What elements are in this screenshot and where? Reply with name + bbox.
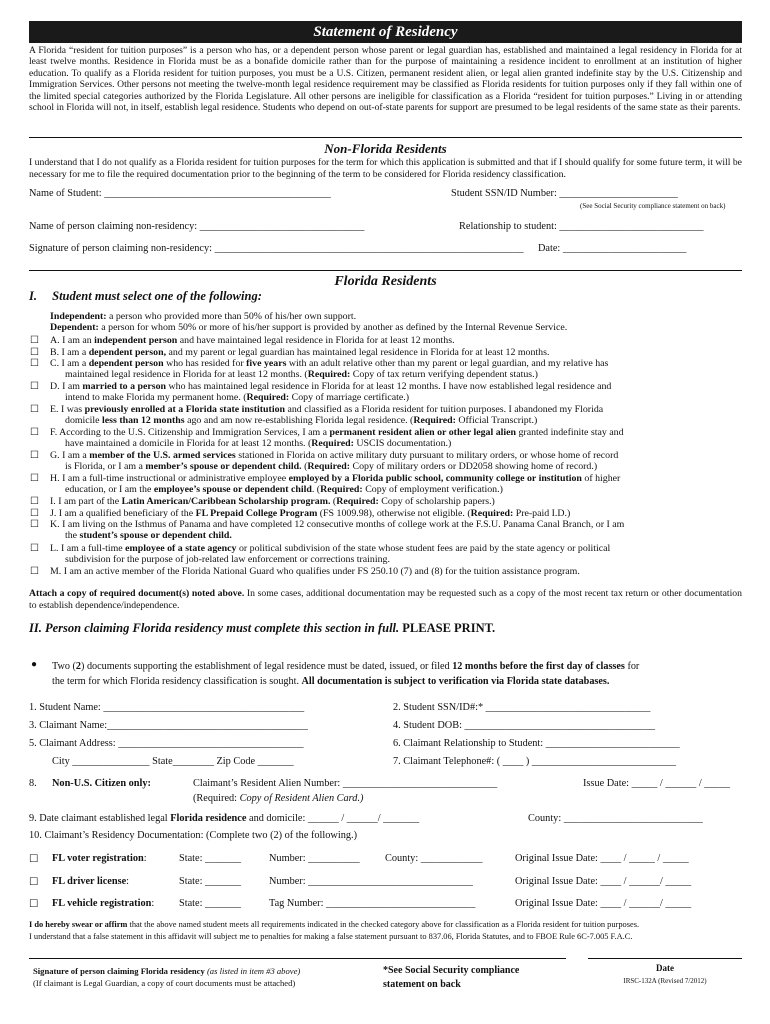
- checkbox-icon[interactable]: ☐: [29, 899, 39, 910]
- checkbox-icon[interactable]: ☐: [30, 566, 39, 577]
- student-ssn-item[interactable]: 2. Student SSN/ID#:* ________________________________: [393, 702, 651, 713]
- doc-state-field[interactable]: State: _______: [179, 853, 242, 864]
- option-text: H. I am a full-time instructional or administrative employee employed by a Florida public school, community college or institution of higher education, or I am the employee’s spouse or dependent child. (Required: Copy of employment verification.): [50, 473, 621, 496]
- resident-alien-number-field[interactable]: Claimant’s Resident Alien Number: ______________________________: [193, 778, 498, 789]
- alien-card-requirement: (Required: Copy of Resident Alien Card.): [193, 793, 364, 804]
- option-text: L. I am a full-time employee of a state agency or political subdivision of the state whose student fees are paid by the state agency or political subdivision for the purpose of job-related law enforcement or corrections training.: [50, 543, 611, 566]
- student-ssn-field[interactable]: Student SSN/ID Number: _______________________: [451, 188, 678, 199]
- relationship-field[interactable]: Relationship to student: ____________________________: [459, 221, 704, 232]
- county-field[interactable]: County: ___________________________: [528, 813, 703, 824]
- signature-label: Signature of person claiming Florida residency (as listed in item #3 above) (If claimant is Legal Guardian, a copy of court documents must be attached): [33, 966, 301, 988]
- option-text: D. I am married to a person who has maintained legal residence in Florida for at least 12 months. I have now established legal residence and intend to make Florida my permanent home. (Required: Copy of marriage certificate.): [50, 381, 612, 404]
- signature-line[interactable]: [29, 958, 566, 959]
- date-label: Date: [656, 963, 674, 973]
- ssn-compliance-note: *See Social Security compliance statement on back: [383, 965, 520, 990]
- doc-label: FL driver license:: [52, 876, 130, 887]
- doc-state-field[interactable]: State: _______: [179, 876, 242, 887]
- ssn-note: (See Social Security compliance statement on back): [580, 202, 726, 210]
- page-title: Statement of Residency: [29, 21, 742, 43]
- doc-county-field[interactable]: County: ____________: [385, 853, 483, 864]
- option-text: M. I am an active member of the Florida National Guard who qualifies under FS 250.10 (7) and (8) for the tuition assistance program.: [50, 566, 580, 577]
- doc-issue-date-field[interactable]: Original Issue Date: ____ / ______/ _____: [515, 898, 692, 909]
- option-text: E. I was previously enrolled at a Florida state institution and classified as a Florida resident for tuition purposes. I abandoned my Florida domicile less than 12 months ago and am now re-establishing Florida legal residence. (Required: Official Transcript.): [50, 404, 604, 427]
- option-text: J. I am a qualified beneficiary of the FL Prepaid College Program (FS 1009.98), otherwise not eligible. (Required: Pre-paid I.D.): [50, 508, 571, 519]
- checkbox-icon[interactable]: ☐: [30, 347, 39, 358]
- divider: [29, 137, 742, 138]
- non-florida-statement: I understand that I do not qualify as a Florida resident for tuition purposes for the term for which this application is submitted and that if I should qualify for some future term, it will be necessary for me to file the required documentation prior to the beginning of the term to be considered for Florida residency classification.: [29, 157, 742, 181]
- divider: [29, 270, 742, 271]
- checkbox-icon[interactable]: ☐: [29, 877, 39, 888]
- option-text: I. I am part of the Latin American/Caribbean Scholarship program. (Required: Copy of scholarship papers.): [50, 496, 495, 507]
- claimant-telephone-item[interactable]: 7. Claimant Telephone#: ( ____ ) ____________________________: [393, 756, 677, 767]
- doc-number-field[interactable]: Tag Number: _____________________________: [269, 898, 476, 909]
- student-name-field[interactable]: Name of Student: ____________________________________________: [29, 188, 331, 199]
- checkbox-icon[interactable]: ☐: [29, 854, 39, 865]
- bullet-icon: ●: [31, 659, 38, 670]
- checkbox-icon[interactable]: ☐: [30, 381, 39, 392]
- claiming-name-field[interactable]: Name of person claiming non-residency: ________________________________: [29, 221, 365, 232]
- option-text: C. I am a dependent person who has resided for five years with an adult relative other than my parent or legal guardian, and my relative has maintained legal residence in Florida for at least 12 months. (Required: Copy of tax return verifying dependent status.): [50, 358, 609, 381]
- option-text: K. I am living on the Isthmus of Panama and have completed 12 consecutive months of college work at the F.S.U. Panama Canal Branch, or I am the student’s spouse or dependent child.: [50, 519, 625, 542]
- option-text: G. I am a member of the U.S. armed services stationed in Florida on active military duty pursuant to military orders, or whose home of record is Florida, or I am a member’s spouse or dependent child. (Required: Copy of military orders or DD2058 showing home of record.): [50, 450, 619, 473]
- affirmation: I do hereby swear or affirm that the above named student meets all requirements indicated in the checked category above for classification as a Florida resident for tuition purposes. I understand that a false statement in this affidavit will subject me to penalties for making a false statement pursuant to 837.06, Florida Statutes, and to FBOE Rule 6C-7.005 F.A.C.: [29, 920, 640, 941]
- non-florida-title: Non-Florida Residents: [324, 141, 447, 156]
- signature-non-residency-field[interactable]: Signature of person claiming non-residency: ____________________________________________________________: [29, 243, 524, 254]
- checkbox-icon[interactable]: ☐: [30, 450, 39, 461]
- section-2-heading: II. Person claiming Florida residency must complete this section in full. PLEASE PRINT.: [29, 621, 496, 635]
- checkbox-icon[interactable]: ☐: [30, 335, 39, 346]
- florida-title: Florida Residents: [334, 274, 437, 289]
- non-us-citizen-label: Non-U.S. Citizen only:: [52, 778, 151, 789]
- florida-residence-date-item[interactable]: 9. Date claimant established legal Florida residence and domicile: ______ / ______/ _______: [29, 813, 420, 824]
- claimant-name-item[interactable]: 3. Claimant Name:_______________________________________: [29, 720, 308, 731]
- doc-state-field[interactable]: State: _______: [179, 898, 242, 909]
- checkbox-icon[interactable]: ☐: [30, 404, 39, 415]
- checkbox-icon[interactable]: ☐: [30, 519, 39, 530]
- alien-issue-date-field[interactable]: Issue Date: _____ / ______ / _____: [583, 778, 731, 789]
- option-text: A. I am an independent person and have maintained legal residence in Florida for at least 12 months.: [50, 335, 455, 346]
- doc-number-field[interactable]: Number: ________________________________: [269, 876, 473, 887]
- residency-documentation-item: 10. Claimant’s Residency Documentation: (Complete two (2) of the following.): [29, 830, 358, 841]
- attach-note: Attach a copy of required document(s) noted above. In some cases, additional documentation may be requested such as a copy of the most recent tax return or other documentation to establish dependence/independence.: [29, 588, 742, 611]
- dependent-definition: Dependent: a person for whom 50% or more of his/her support is provided by another as defined by the Internal Revenue Service.: [50, 322, 568, 333]
- intro-paragraph: A Florida “resident for tuition purposes” is a person who has, or a dependent person whose parent or legal guardian has, established and maintained a legal residency in Florida for at least twelve months. Residence in Florida must be as a bonafide domicile rather than for the purpose of maintaining a residence incident to enrollment at an institution of higher education. To qualify as a Florida resident for tuition purposes, you must be a U.S. Citizen, permanent resident alien, or legal alien granted indefinite stay by the U.S. Citizenship and Immigration Services. Other persons not meeting the twelve-month legal residence requirement may be classified as Florida residents for tuition purposes only if they fall within one of the limited special categories authorized by the Florida Legislature. All other persons are ineligible for classification as a Florida “resident for tuition purposes.” Living in or attending school in Florida will not, in itself, establish legal residence. Students who depend on out-of-state parents for support are presumed to be legal residents of the same state as their parents.: [29, 45, 742, 114]
- doc-label: FL vehicle registration:: [52, 898, 155, 909]
- doc-issue-date-field[interactable]: Original Issue Date: ____ / ______/ _____: [515, 876, 692, 887]
- independent-definition: Independent: a person who provided more than 50% of his/her own support.: [50, 311, 357, 322]
- checkbox-icon[interactable]: ☐: [30, 496, 39, 507]
- option-text: F. According to the U.S. Citizenship and Immigration Services, I am a permanent resident alien or other legal alien granted indefinite stay and have maintained a domicile in Florida for at least 12 months. (Required: USCIS documentation.): [50, 427, 624, 450]
- date-line[interactable]: [588, 958, 742, 959]
- student-name-item[interactable]: 1. Student Name: _______________________________________: [29, 702, 305, 713]
- date-non-residency-field[interactable]: Date: ________________________: [538, 243, 687, 254]
- item-8-number: 8.: [29, 778, 37, 789]
- claimant-relationship-item[interactable]: 6. Claimant Relationship to Student: __________________________: [393, 738, 680, 749]
- checkbox-icon[interactable]: ☐: [30, 427, 39, 438]
- city-state-zip-item[interactable]: City _______________ State________ Zip Code _______: [52, 756, 294, 767]
- checkbox-icon[interactable]: ☐: [30, 358, 39, 369]
- doc-issue-date-field[interactable]: Original Issue Date: ____ / _____ / _____: [515, 853, 689, 864]
- section-1-heading: I. Student must select one of the following:: [29, 289, 262, 303]
- checkbox-icon[interactable]: ☐: [30, 543, 39, 554]
- checkbox-icon[interactable]: ☐: [30, 473, 39, 484]
- claimant-address-item[interactable]: 5. Claimant Address: ____________________________________: [29, 738, 304, 749]
- form-id: IRSC-132A (Revised 7/2012): [623, 977, 707, 985]
- documents-requirement: Two (2) documents supporting the establishment of legal residence must be dated, issued, or filed 12 months before the first day of classes for the term for which Florida residency classification is sought. All documentation is subject to verification via Florida state databases.: [52, 661, 640, 687]
- checkbox-icon[interactable]: ☐: [30, 508, 39, 519]
- student-dob-item[interactable]: 4. Student DOB: _____________________________________: [393, 720, 656, 731]
- doc-number-field[interactable]: Number: __________: [269, 853, 360, 864]
- doc-label: FL voter registration:: [52, 853, 147, 864]
- option-text: B. I am a dependent person, and my parent or legal guardian has maintained legal residence in Florida for at least 12 months.: [50, 347, 550, 358]
